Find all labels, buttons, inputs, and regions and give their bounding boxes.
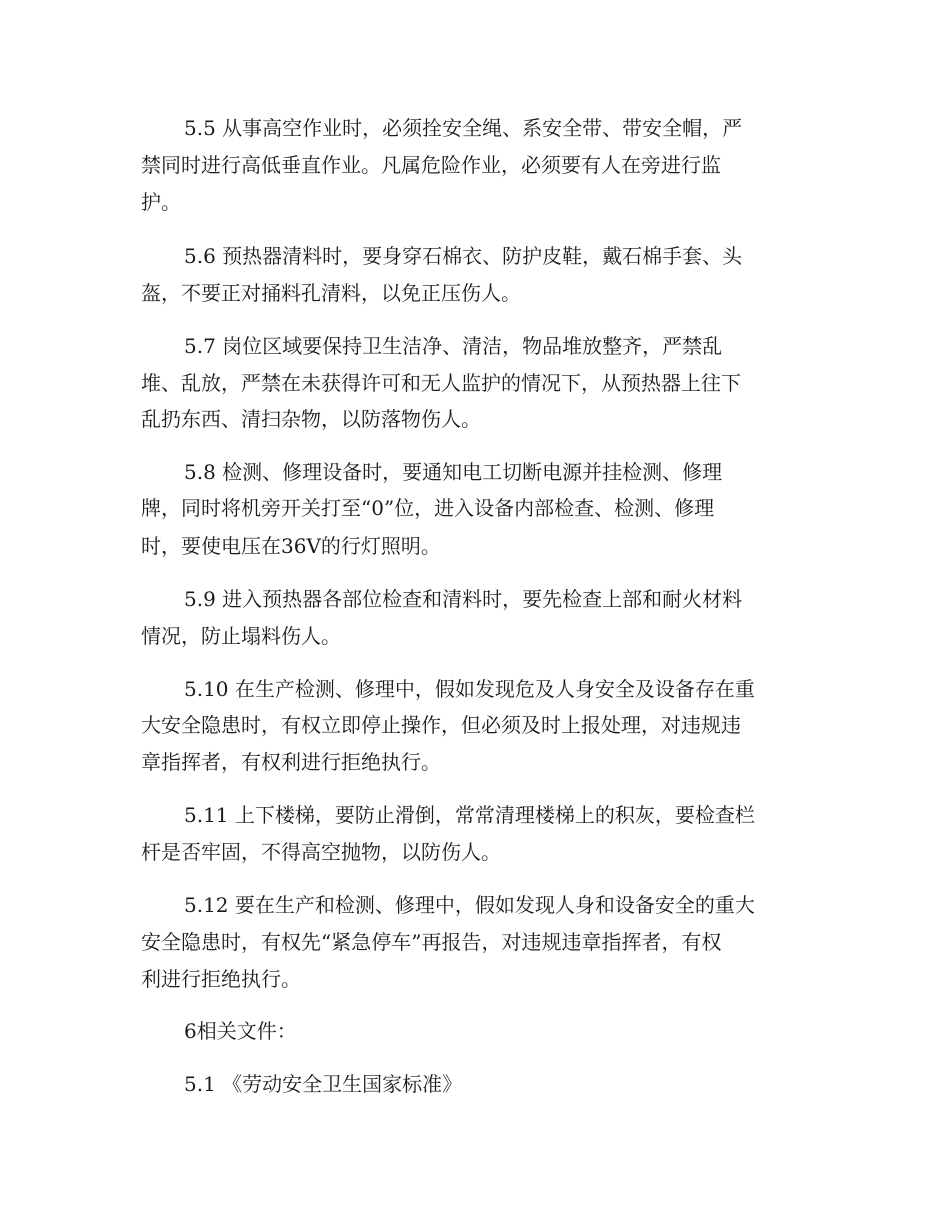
text-line: 6相关文件：: [184, 1019, 297, 1043]
text-line: 利进行拒绝执行。: [141, 967, 301, 991]
text-line: 杆是否牢固，不得高空抛物，以防伤人。: [141, 840, 501, 864]
text-line: 情况，防止塌料伤人。: [141, 624, 341, 648]
text-line: 5.7 岗位区域要保持卫生洁净、清洁，物品堆放整齐，严禁乱: [184, 334, 723, 358]
text-line: 5.11 上下楼梯，要防止滑倒，常常清理楼梯上的积灰，要检查栏: [184, 803, 755, 827]
text-line: 5.12 要在生产和检测、修理中，假如发现人身和设备安全的重大: [184, 893, 755, 917]
text-line: 护。: [141, 190, 181, 214]
text-line: 安全隐患时，有权先“紧急停车”再报告，对违规违章指挥者，有权: [141, 930, 722, 954]
text-line: 堆、乱放，严禁在未获得许可和无人监护的情况下，从预热器上往下: [141, 371, 741, 395]
text-line: 禁同时进行高低垂直作业。凡属危险作业，必须要有人在旁进行监: [141, 153, 721, 177]
text-line: 5.10 在生产检测、修理中，假如发现危及人身安全及设备存在重: [184, 677, 755, 701]
text-line: 大安全隐患时，有权立即停止操作，但必须及时上报处理，对违规违: [141, 713, 741, 737]
text-line: 5.5 从事高空作业时，必须拴安全绳、系安全带、带安全帽，严: [184, 116, 743, 140]
text-line: 5.8 检测、修理设备时，要通知电工切断电源并挂检测、修理: [184, 460, 723, 484]
text-line: 5.1 《劳动安全卫生国家标准》: [184, 1072, 463, 1096]
text-line: 5.6 预热器清料时，要身穿石棉衣、防护皮鞋，戴石棉手套、头: [184, 244, 743, 268]
text-line: 5.9 进入预热器各部位检查和清料时，要先检查上部和耐火材料: [184, 587, 743, 611]
text-line: 盔，不要正对捅料孔清料，以免正压伤人。: [141, 281, 521, 305]
text-line: 章指挥者，有权利进行拒绝执行。: [141, 750, 441, 774]
text-line: 乱扔东西、清扫杂物，以防落物伤人。: [141, 407, 481, 431]
text-line: 时，要使电压在36V的行灯照明。: [141, 534, 441, 558]
text-line: 牌，同时将机旁开关打至“0”位，进入设备内部检查、检测、修理: [141, 496, 715, 520]
